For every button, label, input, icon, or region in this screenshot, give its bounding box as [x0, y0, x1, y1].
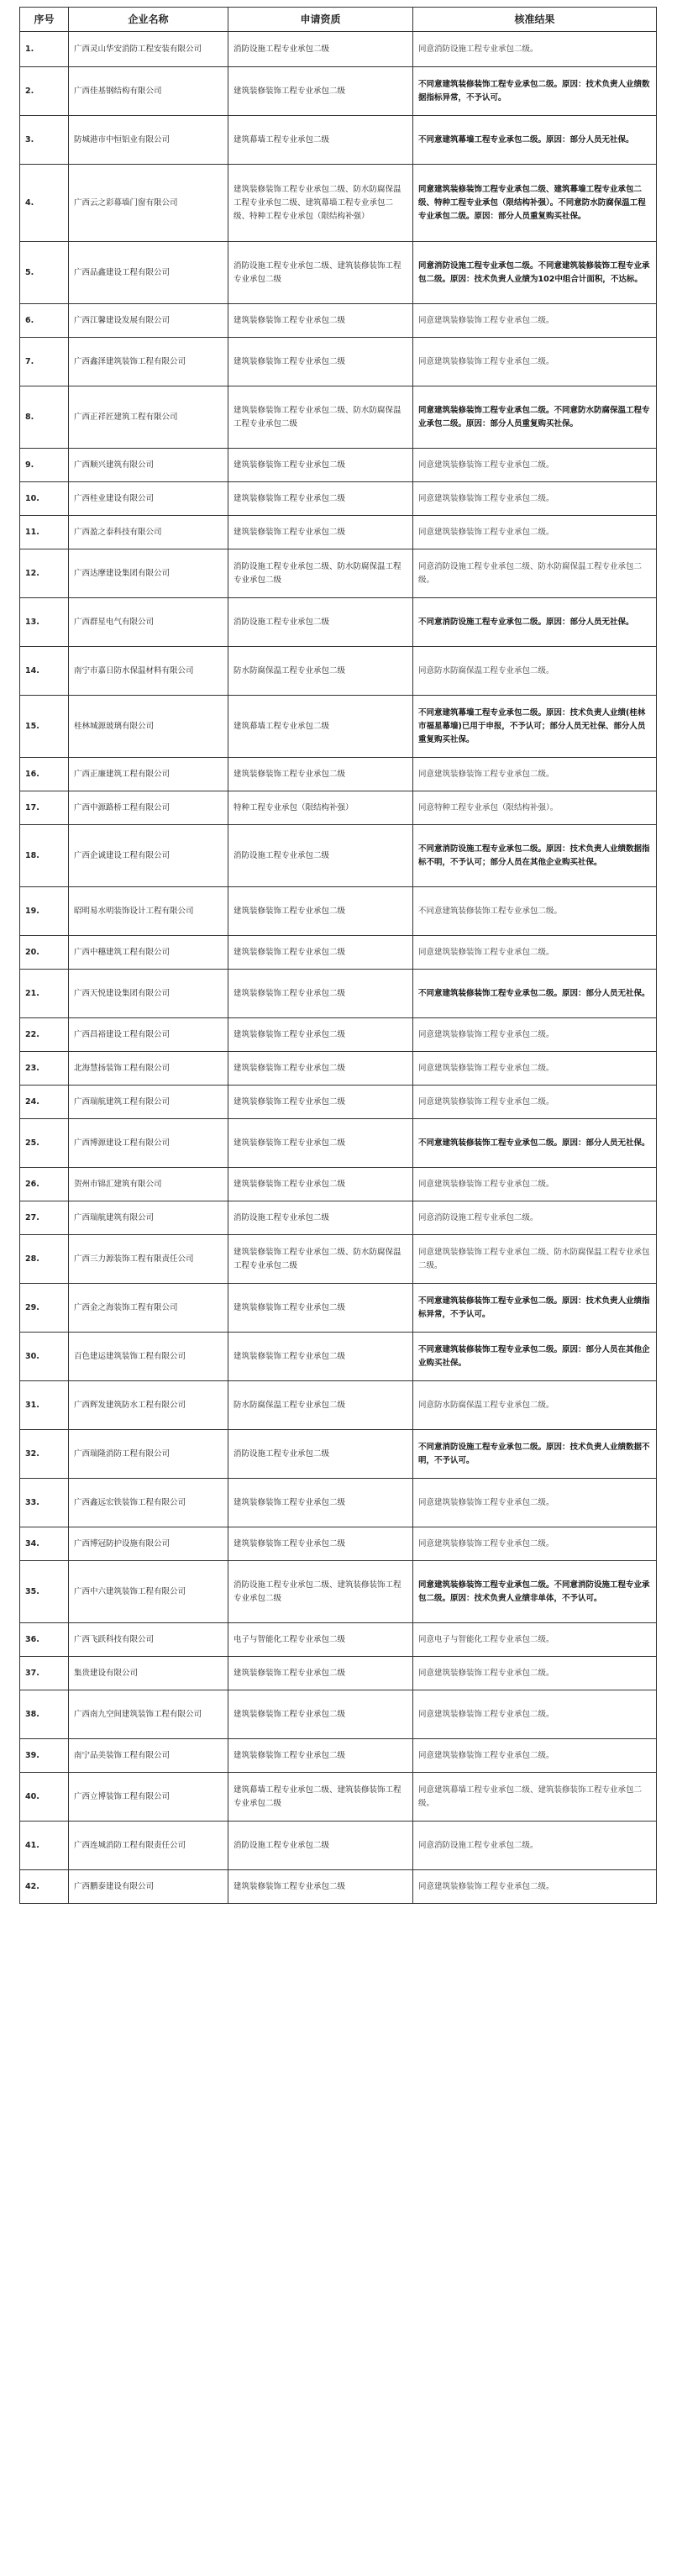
- table-row: [20, 1623, 657, 1657]
- row-result: 同意建筑装修装饰工程专业承包二级。: [413, 1690, 657, 1739]
- row-seq: 31.: [20, 1381, 69, 1430]
- row-seq: 30.: [20, 1333, 69, 1381]
- row-result: 不同意建筑装修装饰工程专业承包二级。原因：技术负责人业绩指标异常，不予认可。: [413, 1284, 657, 1333]
- row-seq: 8.: [20, 386, 69, 449]
- row-company: 广西博冠防护设施有限公司: [69, 1527, 228, 1561]
- row-result: 同意消防设施工程专业承包二级。不同意建筑装修装饰工程专业承包二级。原因：技术负责人业绩为102中组合计面积，不达标。: [413, 242, 657, 304]
- row-seq: 15.: [20, 696, 69, 758]
- row-qualification: 建筑幕墙工程专业承包二级、建筑装修装饰工程专业承包二级: [228, 1773, 413, 1822]
- row-result: 不同意建筑装修装饰工程专业承包二级。原因：部分人员无社保。: [413, 970, 657, 1018]
- row-qualification: 消防设施工程专业承包二级、防水防腐保温工程专业承包二级: [228, 549, 413, 598]
- row-seq: 20.: [20, 936, 69, 970]
- table-row: [20, 647, 657, 696]
- row-company: 广西飞跃科技有限公司: [69, 1623, 228, 1657]
- row-qualification: 建筑装修装饰工程专业承包二级: [228, 1527, 413, 1561]
- row-result: 同意建筑装修装饰工程专业承包二级。: [413, 1479, 657, 1527]
- row-result: 同意建筑装修装饰工程专业承包二级。不同意消防设施工程专业承包二级。原因：技术负责人业绩非单体，不予认可。: [413, 1561, 657, 1623]
- table-row: [20, 696, 657, 758]
- row-company: 南宁市嘉日防水保温材料有限公司: [69, 647, 228, 696]
- row-result: 不同意消防设施工程专业承包二级。原因：技术负责人业绩数据指标不明，不予认可；部分人员在其他企业购买社保。: [413, 825, 657, 887]
- row-result: 同意建筑装修装饰工程专业承包二级。: [413, 304, 657, 338]
- row-result: 同意建筑装修装饰工程专业承包二级。: [413, 1052, 657, 1086]
- row-qualification: 建筑装修装饰工程专业承包二级: [228, 338, 413, 386]
- row-result: 同意建筑装修装饰工程专业承包二级。: [413, 758, 657, 791]
- row-company: 广西鑫远宏铁装饰工程有限公司: [69, 1479, 228, 1527]
- row-qualification: 建筑装修装饰工程专业承包二级: [228, 1739, 413, 1773]
- row-company: 南宁品美装饰工程有限公司: [69, 1739, 228, 1773]
- row-seq: 23.: [20, 1052, 69, 1086]
- table-row: [20, 936, 657, 970]
- table-row: [20, 549, 657, 598]
- row-qualification: 建筑装修装饰工程专业承包二级: [228, 1086, 413, 1119]
- row-qualification: 建筑装修装饰工程专业承包二级: [228, 1690, 413, 1739]
- row-qualification: 建筑幕墙工程专业承包二级: [228, 116, 413, 165]
- row-seq: 9.: [20, 449, 69, 482]
- row-qualification: 电子与智能化工程专业承包二级: [228, 1623, 413, 1657]
- table-row: [20, 482, 657, 516]
- row-seq: 16.: [20, 758, 69, 791]
- row-company: 广西昌裕建设工程有限公司: [69, 1018, 228, 1052]
- row-qualification: 消防设施工程专业承包二级: [228, 825, 413, 887]
- table-row: [20, 116, 657, 165]
- row-result: 同意电子与智能化工程专业承包二级。: [413, 1623, 657, 1657]
- row-company: 广西鑫泽建筑装饰工程有限公司: [69, 338, 228, 386]
- row-seq: 19.: [20, 887, 69, 936]
- row-result: 同意消防设施工程专业承包二级。: [413, 32, 657, 67]
- row-seq: 25.: [20, 1119, 69, 1168]
- row-result: 同意建筑装修装饰工程专业承包二级。: [413, 1168, 657, 1201]
- row-result: 同意建筑装修装饰工程专业承包二级。不同意防水防腐保温工程专业承包二级。原因：部分人员重复购买社保。: [413, 386, 657, 449]
- row-seq: 11.: [20, 516, 69, 549]
- table-row: [20, 1822, 657, 1870]
- table-row: [20, 449, 657, 482]
- row-qualification: 建筑装修装饰工程专业承包二级、防水防腐保温工程专业承包二级: [228, 386, 413, 449]
- row-result: 同意建筑装修装饰工程专业承包二级、建筑幕墙工程专业承包二级、特种工程专业承包（限结构补强）。不同意防水防腐保温工程专业承包二级。原因：部分人员重复购买社保。: [413, 165, 657, 242]
- row-seq: 35.: [20, 1561, 69, 1623]
- row-company: 广西金之海装饰工程有限公司: [69, 1284, 228, 1333]
- row-seq: 7.: [20, 338, 69, 386]
- table-row: [20, 1479, 657, 1527]
- row-company: 广西灵山华安消防工程安装有限公司: [69, 32, 228, 67]
- row-company: 广西三力源装饰工程有限责任公司: [69, 1235, 228, 1284]
- row-company: 广西正祥匠建筑工程有限公司: [69, 386, 228, 449]
- row-qualification: 消防设施工程专业承包二级: [228, 1201, 413, 1235]
- row-result: 同意建筑装修装饰工程专业承包二级。: [413, 338, 657, 386]
- row-result: 同意建筑装修装饰工程专业承包二级。: [413, 1657, 657, 1690]
- row-qualification: 建筑装修装饰工程专业承包二级: [228, 1870, 413, 1904]
- table-row: [20, 1690, 657, 1739]
- row-seq: 27.: [20, 1201, 69, 1235]
- header-qualification: 申请资质: [228, 8, 413, 32]
- row-result: 同意防水防腐保温工程专业承包二级。: [413, 1381, 657, 1430]
- table-row: [20, 242, 657, 304]
- table-row: [20, 1168, 657, 1201]
- row-seq: 28.: [20, 1235, 69, 1284]
- row-company: 广西群星电气有限公司: [69, 598, 228, 647]
- row-qualification: 建筑装修装饰工程专业承包二级: [228, 758, 413, 791]
- row-result: 同意消防设施工程专业承包二级。: [413, 1822, 657, 1870]
- row-qualification: 建筑装修装饰工程专业承包二级: [228, 1333, 413, 1381]
- row-qualification: 消防设施工程专业承包二级: [228, 1822, 413, 1870]
- row-result: 同意建筑装修装饰工程专业承包二级。: [413, 482, 657, 516]
- row-result: 同意建筑装修装饰工程专业承包二级。: [413, 1870, 657, 1904]
- row-seq: 29.: [20, 1284, 69, 1333]
- table-row: [20, 1561, 657, 1623]
- row-seq: 42.: [20, 1870, 69, 1904]
- row-qualification: 建筑装修装饰工程专业承包二级、防水防腐保温工程专业承包二级: [228, 1235, 413, 1284]
- row-company: 广西正廉建筑工程有限公司: [69, 758, 228, 791]
- row-seq: 4.: [20, 165, 69, 242]
- row-qualification: 建筑装修装饰工程专业承包二级: [228, 936, 413, 970]
- table-row: [20, 1052, 657, 1086]
- table-row: [20, 1739, 657, 1773]
- row-company: 广西中六建筑装饰工程有限公司: [69, 1561, 228, 1623]
- table-row: [20, 791, 657, 825]
- row-qualification: 消防设施工程专业承包二级、建筑装修装饰工程专业承包二级: [228, 1561, 413, 1623]
- row-company: 桂林城源玻璃有限公司: [69, 696, 228, 758]
- row-result: 同意建筑装修装饰工程专业承包二级。: [413, 936, 657, 970]
- table-row: [20, 386, 657, 449]
- row-seq: 12.: [20, 549, 69, 598]
- row-company: 广西南九空间建筑装饰工程有限公司: [69, 1690, 228, 1739]
- row-seq: 41.: [20, 1822, 69, 1870]
- row-company: 广西顺兴建筑有限公司: [69, 449, 228, 482]
- row-qualification: 建筑装修装饰工程专业承包二级: [228, 1052, 413, 1086]
- row-qualification: 建筑装修装饰工程专业承包二级: [228, 1657, 413, 1690]
- table-row: [20, 516, 657, 549]
- row-seq: 33.: [20, 1479, 69, 1527]
- row-seq: 32.: [20, 1430, 69, 1479]
- row-result: 同意建筑装修装饰工程专业承包二级、防水防腐保温工程专业承包二级。: [413, 1235, 657, 1284]
- row-company: 广西天悦建设集团有限公司: [69, 970, 228, 1018]
- row-company: 昭明易水明装饰设计工程有限公司: [69, 887, 228, 936]
- row-result: 同意特种工程专业承包（限结构补强）。: [413, 791, 657, 825]
- row-seq: 38.: [20, 1690, 69, 1739]
- row-result: 同意消防设施工程专业承包二级。: [413, 1201, 657, 1235]
- table-row: [20, 1333, 657, 1381]
- row-company: 广西瑞隆消防工程有限公司: [69, 1430, 228, 1479]
- row-seq: 24.: [20, 1086, 69, 1119]
- table-row: [20, 1870, 657, 1904]
- table-row: [20, 32, 657, 67]
- row-seq: 37.: [20, 1657, 69, 1690]
- row-seq: 21.: [20, 970, 69, 1018]
- row-company: 广西品鑫建设工程有限公司: [69, 242, 228, 304]
- row-qualification: 防水防腐保温工程专业承包二级: [228, 647, 413, 696]
- table-row: [20, 165, 657, 242]
- row-seq: 22.: [20, 1018, 69, 1052]
- row-seq: 36.: [20, 1623, 69, 1657]
- row-qualification: 建筑装修装饰工程专业承包二级: [228, 887, 413, 936]
- row-result: 同意消防设施工程专业承包二级、防水防腐保温工程专业承包二级。: [413, 549, 657, 598]
- row-result: 同意防水防腐保温工程专业承包二级。: [413, 647, 657, 696]
- row-company: 广西辉发建筑防水工程有限公司: [69, 1381, 228, 1430]
- row-result: 不同意消防设施工程专业承包二级。原因：技术负责人业绩数据不明，不予认可。: [413, 1430, 657, 1479]
- row-company: 广西瑞航建筑工程有限公司: [69, 1086, 228, 1119]
- row-qualification: 建筑装修装饰工程专业承包二级: [228, 482, 413, 516]
- row-qualification: 建筑装修装饰工程专业承包二级: [228, 1018, 413, 1052]
- table-row: [20, 304, 657, 338]
- row-seq: 1.: [20, 32, 69, 67]
- row-seq: 14.: [20, 647, 69, 696]
- row-seq: 5.: [20, 242, 69, 304]
- row-result: 不同意建筑装修装饰工程专业承包二级。原因：技术负责人业绩数据指标异常，不予认可。: [413, 67, 657, 116]
- row-qualification: 建筑装修装饰工程专业承包二级: [228, 970, 413, 1018]
- row-qualification: 建筑装修装饰工程专业承包二级: [228, 1479, 413, 1527]
- table-row: [20, 598, 657, 647]
- table-row: [20, 1235, 657, 1284]
- table-row: [20, 1284, 657, 1333]
- row-qualification: 特种工程专业承包（限结构补强）: [228, 791, 413, 825]
- row-company: 集贵建设有限公司: [69, 1657, 228, 1690]
- row-result: 不同意建筑装修装饰工程专业承包二级。原因：部分人员无社保。: [413, 1119, 657, 1168]
- row-qualification: 防水防腐保温工程专业承包二级: [228, 1381, 413, 1430]
- row-company: 广西博源建设工程有限公司: [69, 1119, 228, 1168]
- header-seq: 序号: [20, 8, 69, 32]
- row-company: 北海慧扬装饰工程有限公司: [69, 1052, 228, 1086]
- row-seq: 18.: [20, 825, 69, 887]
- table-row: [20, 970, 657, 1018]
- row-seq: 3.: [20, 116, 69, 165]
- row-company: 广西中穗建筑工程有限公司: [69, 936, 228, 970]
- table-row: [20, 1527, 657, 1561]
- table-row: [20, 1657, 657, 1690]
- row-qualification: 消防设施工程专业承包二级: [228, 598, 413, 647]
- row-company: 广西立博装饰工程有限公司: [69, 1773, 228, 1822]
- row-result: 不同意建筑装修装饰工程专业承包二级。原因：部分人员在其他企业购买社保。: [413, 1333, 657, 1381]
- header-company: 企业名称: [69, 8, 228, 32]
- row-seq: 39.: [20, 1739, 69, 1773]
- row-company: 防城港市中恒铝业有限公司: [69, 116, 228, 165]
- row-result: 同意建筑装修装饰工程专业承包二级。: [413, 449, 657, 482]
- row-result: 同意建筑装修装饰工程专业承包二级。: [413, 1527, 657, 1561]
- table-row: [20, 1119, 657, 1168]
- row-company: 广西企诚建设工程有限公司: [69, 825, 228, 887]
- table-row: [20, 1086, 657, 1119]
- row-company: 广西盈之泰科技有限公司: [69, 516, 228, 549]
- row-company: 广西云之彩幕墙门窗有限公司: [69, 165, 228, 242]
- row-qualification: 消防设施工程专业承包二级: [228, 32, 413, 67]
- row-seq: 26.: [20, 1168, 69, 1201]
- row-qualification: 建筑装修装饰工程专业承包二级: [228, 516, 413, 549]
- row-result: 同意建筑装修装饰工程专业承包二级。: [413, 1739, 657, 1773]
- row-qualification: 消防设施工程专业承包二级、建筑装修装饰工程专业承包二级: [228, 242, 413, 304]
- table-row: [20, 887, 657, 936]
- row-company: 广西桂业建设有限公司: [69, 482, 228, 516]
- row-seq: 17.: [20, 791, 69, 825]
- row-qualification: 建筑装修装饰工程专业承包二级: [228, 1284, 413, 1333]
- row-seq: 6.: [20, 304, 69, 338]
- table-row: [20, 1018, 657, 1052]
- row-seq: 2.: [20, 67, 69, 116]
- table-row: [20, 758, 657, 791]
- row-seq: 13.: [20, 598, 69, 647]
- approval-table: [19, 7, 657, 1904]
- table-row: [20, 67, 657, 116]
- row-result: 同意建筑幕墙工程专业承包二级、建筑装修装饰工程专业承包二级。: [413, 1773, 657, 1822]
- row-result: 不同意建筑装修装饰工程专业承包二级。: [413, 887, 657, 936]
- row-qualification: 建筑装修装饰工程专业承包二级: [228, 449, 413, 482]
- row-qualification: 建筑装修装饰工程专业承包二级: [228, 67, 413, 116]
- header-result: 核准结果: [413, 8, 657, 32]
- row-company: 广西达摩建设集团有限公司: [69, 549, 228, 598]
- row-result: 同意建筑装修装饰工程专业承包二级。: [413, 1086, 657, 1119]
- row-company: 广西鹏泰建设有限公司: [69, 1870, 228, 1904]
- row-company: 广西连城消防工程有限责任公司: [69, 1822, 228, 1870]
- row-company: 百色建运建筑装饰工程有限公司: [69, 1333, 228, 1381]
- row-seq: 10.: [20, 482, 69, 516]
- row-result: 不同意消防设施工程专业承包二级。原因：部分人员无社保。: [413, 598, 657, 647]
- row-qualification: 消防设施工程专业承包二级: [228, 1430, 413, 1479]
- row-qualification: 建筑幕墙工程专业承包二级: [228, 696, 413, 758]
- table-row: [20, 825, 657, 887]
- row-company: 广西江馨建设发展有限公司: [69, 304, 228, 338]
- row-qualification: 建筑装修装饰工程专业承包二级、防水防腐保温工程专业承包二级、建筑幕墙工程专业承包二级、特种工程专业承包（限结构补强）: [228, 165, 413, 242]
- row-company: 广西瑞航建筑有限公司: [69, 1201, 228, 1235]
- row-company: 广西中源路桥工程有限公司: [69, 791, 228, 825]
- table-row: [20, 1773, 657, 1822]
- table-row: [20, 1430, 657, 1479]
- row-qualification: 建筑装修装饰工程专业承包二级: [228, 1119, 413, 1168]
- row-seq: 40.: [20, 1773, 69, 1822]
- table-row: [20, 1381, 657, 1430]
- row-result: 不同意建筑幕墙工程专业承包二级。原因：部分人员无社保。: [413, 116, 657, 165]
- table-row: [20, 338, 657, 386]
- row-qualification: 建筑装修装饰工程专业承包二级: [228, 1168, 413, 1201]
- row-qualification: 建筑装修装饰工程专业承包二级: [228, 304, 413, 338]
- row-result: 不同意建筑幕墙工程专业承包二级。原因：技术负责人业绩(桂林市福星幕墙)已用于申报，不予认可；部分人员无社保、部分人员重复购买社保。: [413, 696, 657, 758]
- row-company: 贺州市锦汇建筑有限公司: [69, 1168, 228, 1201]
- row-company: 广西佳基钢结构有限公司: [69, 67, 228, 116]
- row-result: 同意建筑装修装饰工程专业承包二级。: [413, 1018, 657, 1052]
- row-result: 同意建筑装修装饰工程专业承包二级。: [413, 516, 657, 549]
- table-header-row: [20, 8, 657, 32]
- table-row: [20, 1201, 657, 1235]
- row-seq: 34.: [20, 1527, 69, 1561]
